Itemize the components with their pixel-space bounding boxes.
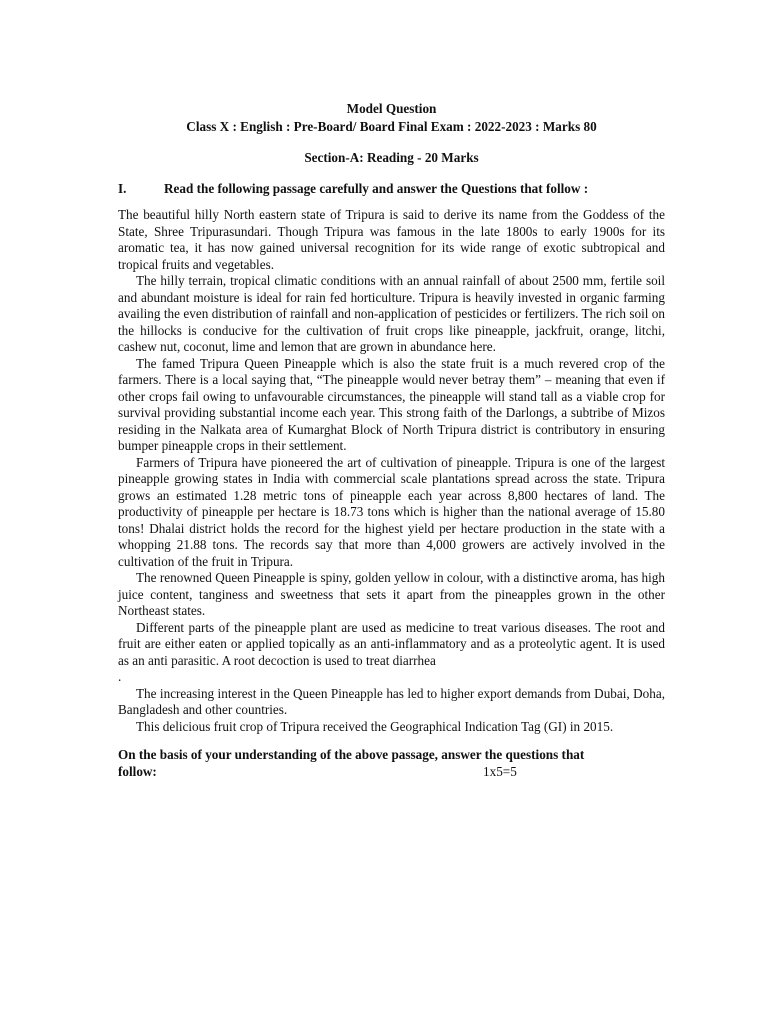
answer-instruction: On the basis of your understanding of the above passage, answer the questions that — [118, 747, 585, 762]
answer-instruction-line2 — [118, 763, 665, 780]
marks-allocation: 1x5=5 — [483, 764, 517, 779]
page-title: Model Question — [346, 101, 437, 116]
passage-paragraph: The hilly terrain, tropical climatic conditions with an annual rainfall of about 2500 mm, fertile soil and abundant moisture is ideal for rain fed horticulture. Tripura is heavily invested in organic farming availing the even distribution of rainfall and non-application of pesticides or fertilizers. The rich soil on the hillocks is conducive for the cultivation of fruit crops like pineapple, jackfruit, orange, litchi, cashew nut, coconut, lime and lemon that are grown in abundance here. — [118, 273, 665, 354]
reading-passage — [118, 207, 665, 735]
section-heading: Section-A: Reading - 20 Marks — [304, 150, 479, 165]
answer-instruction-follow: follow: — [118, 764, 157, 779]
passage-paragraph: This delicious fruit crop of Tripura received the Geographical Indication Tag (GI) in 2015. — [136, 718, 614, 734]
question-heading — [118, 180, 665, 197]
question-number: I. — [118, 181, 127, 196]
exam-subtitle: Class X : English : Pre-Board/ Board Final Exam : 2022-2023 : Marks 80 — [186, 119, 597, 134]
passage-paragraph: Farmers of Tripura have pioneered the art of cultivation of pineapple. Tripura is one of the largest pineapple growing states in India with commercial scale plantations spread across the state. Tripura grows an estimated 1.28 metric tons of pineapple each year across 8,800 hectares of land. The productivity of pineapple per hectare is 18.73 tons which is higher than the national average of 15.80 tons! Dhalai district holds the record for the highest yield per hectare production in the state with a whopping 21.88 tons. The records say that more than 4,000 growers are actively involved in the cultivation of the fruit in Tripura. — [118, 454, 665, 569]
passage-paragraph: The increasing interest in the Queen Pineapple has led to higher export demands from Dubai, Doha, Bangladesh and other countries. — [118, 685, 665, 717]
question-prompt: Read the following passage carefully and answer the Questions that follow : — [164, 181, 589, 196]
passage-paragraph: The beautiful hilly North eastern state of Tripura is said to derive its name from the Goddess of the State, Shree Tripurasundari. Though Tripura was famous in the late 1800s to early 1900s for its aromatic tea, it has now gained universal recognition for its wide range of exotic subtropical and tropical fruits and vegetables. — [118, 207, 665, 272]
passage-paragraph: The renowned Queen Pineapple is spiny, golden yellow in colour, with a distinctive aroma, has high juice content, tanginess and sweetness that sets it apart from the pineapples grown in the other Northeast states. — [118, 570, 665, 618]
passage-paragraph: Different parts of the pineapple plant are used as medicine to treat various diseases. The root and fruit are either eaten or applied topically as an anti-inflammatory and as a proteolytic agent. It is used as an anti parasitic. A root decoction is used to treat diarrhea — [118, 619, 665, 668]
passage-paragraph: The famed Tripura Queen Pineapple which is also the state fruit is a much revered crop of the farmers. There is a local saying that, “The pineapple would never betray them” – meaning that even if other crops fail owing to unfavourable circumstances, the pineapple will stand tall as a viable crop for survival providing substantial income each year. This strong faith of the Darlongs, a subtribe of Mizos residing in the Nalkata area of Kumarghat Block of North Tripura district is contributory in ensuring bumper pineapple crops in their settlement. — [118, 355, 665, 453]
passage-stray-period: . — [118, 669, 122, 684]
exam-page — [118, 100, 665, 780]
